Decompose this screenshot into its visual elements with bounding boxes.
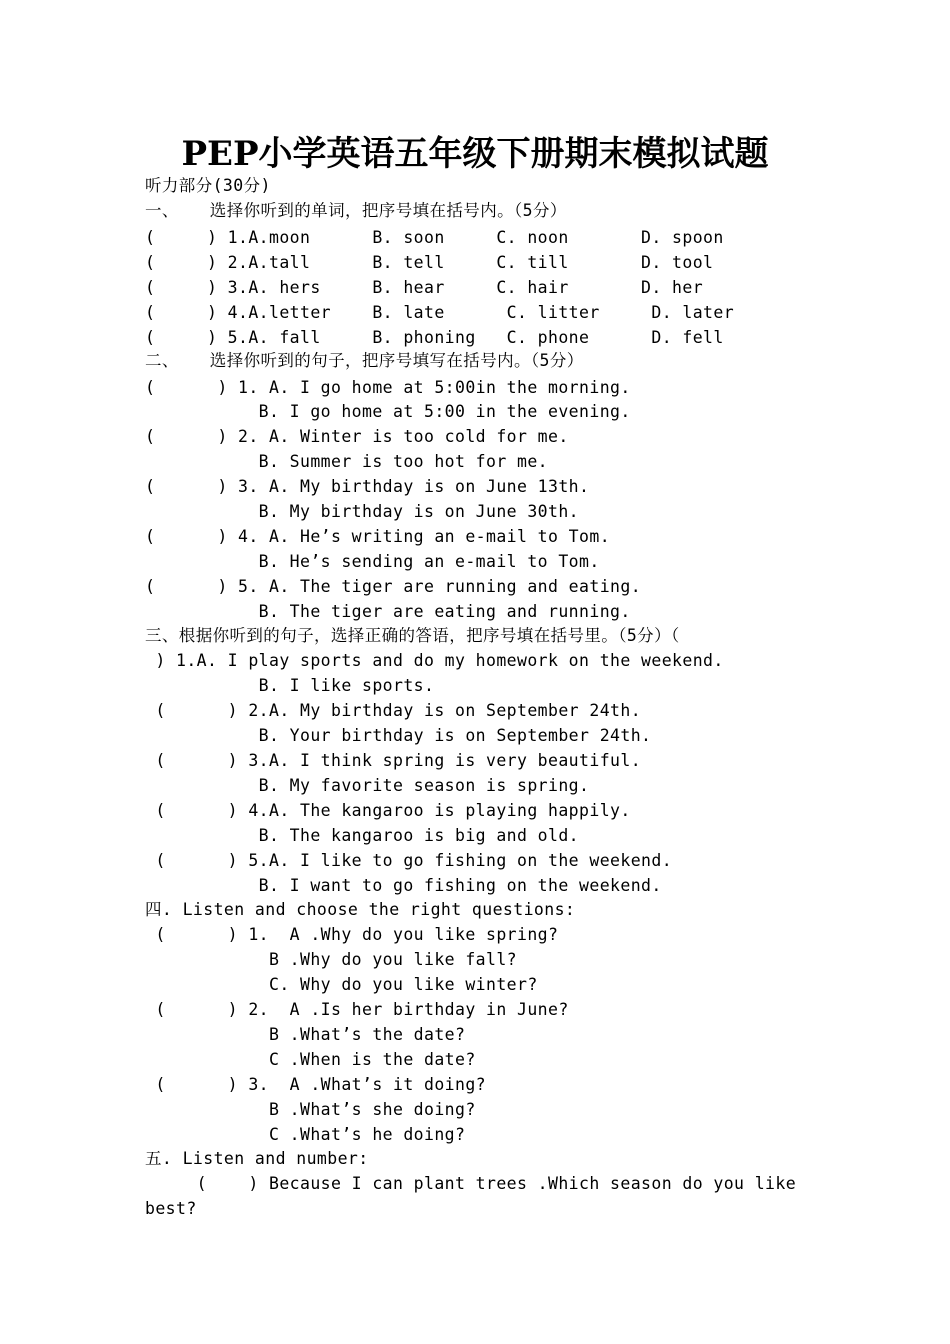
section-2-item-1-b: B. I go home at 5:00 in the evening. (145, 402, 631, 421)
section-1-item-4: ( ) 4.A.letter B. late C. litter D. later (145, 303, 735, 322)
section-2-heading: 二、 选择你听到的句子，把序号填写在括号内。（5分） (145, 351, 584, 370)
section-4-item-3-a: ( ) 3. A .What’s it doing? (145, 1075, 487, 1094)
section-3-item-1-a: ) 1.A. I play sports and do my homework on the weekend. (145, 651, 724, 670)
section-4-item-2-a: ( ) 2. A .Is her birthday in June? (145, 1000, 569, 1019)
section-4-item-2-c: C .When is the date? (145, 1050, 476, 1069)
section-1-heading: 一、 选择你听到的单词，把序号填在括号内。（5分） (145, 201, 567, 220)
section-1-item-2: ( ) 2.A.tall B. tell C. till D. tool (145, 253, 714, 272)
section-3-item-5-a: ( ) 5.A. I like to go fishing on the weekend. (145, 851, 673, 870)
section-3-item-2-a: ( ) 2.A. My birthday is on September 24th. (145, 701, 642, 720)
section-1-item-5: ( ) 5.A. fall B. phoning C. phone D. fell (145, 328, 724, 347)
section-3-item-3-b: B. My favorite season is spring. (145, 776, 590, 795)
section-3-item-4-a: ( ) 4.A. The kangaroo is playing happily. (145, 801, 631, 820)
section-3-heading: 三、根据你听到的句子，选择正确的答语，把序号填在括号里。（5分）（ (145, 626, 680, 645)
section-3-item-3-a: ( ) 3.A. I think spring is very beautiful. (145, 751, 642, 770)
section-2-item-4-a: ( ) 4. A. He’s writing an e-mail to Tom. (145, 527, 611, 546)
exam-title: PEP小学英语五年级下册期末模拟试题 (181, 134, 769, 174)
section-2-item-3-a: ( ) 3. A. My birthday is on June 13th. (145, 477, 590, 496)
section-5-item-1-cont: best? (145, 1199, 197, 1218)
section-4-item-1-a: ( ) 1. A .Why do you like spring? (145, 925, 559, 944)
section-4-item-2-b: B .What’s the date? (145, 1025, 466, 1044)
section-2-item-5-b: B. The tiger are eating and running. (145, 602, 631, 621)
section-3-item-2-b: B. Your birthday is on September 24th. (145, 726, 652, 745)
section-2-item-4-b: B. He’s sending an e-mail to Tom. (145, 552, 600, 571)
section-heading-listening: 听力部分(30分) (145, 176, 271, 195)
section-3-item-1-b: B. I like sports. (145, 676, 435, 695)
section-1-item-1: ( ) 1.A.moon B. soon C. noon D. spoon (145, 228, 724, 247)
section-4-heading: 四. Listen and choose the right questions: (145, 900, 576, 919)
section-2-item-2-a: ( ) 2. A. Winter is too cold for me. (145, 427, 569, 446)
section-3-item-5-b: B. I want to go fishing on the weekend. (145, 876, 662, 895)
section-5-heading: 五. Listen and number: (145, 1149, 369, 1168)
section-4-item-3-b: B .What’s she doing? (145, 1100, 476, 1119)
section-4-item-1-c: C. Why do you like winter? (145, 975, 538, 994)
section-2-item-1-a: ( ) 1. A. I go home at 5:00in the morning. (145, 378, 631, 397)
section-3-item-4-b: B. The kangaroo is big and old. (145, 826, 580, 845)
section-1-item-3: ( ) 3.A. hers B. hear C. hair D. her (145, 278, 704, 297)
section-2-item-2-b: B. Summer is too hot for me. (145, 452, 549, 471)
section-2-item-3-b: B. My birthday is on June 30th. (145, 502, 580, 521)
section-2-item-5-a: ( ) 5. A. The tiger are running and eating. (145, 577, 642, 596)
section-4-item-1-b: B .Why do you like fall? (145, 950, 518, 969)
section-5-item-1: ( ) Because I can plant trees .Which season do you like (145, 1174, 797, 1193)
section-4-item-3-c: C .What’s he doing? (145, 1125, 466, 1144)
